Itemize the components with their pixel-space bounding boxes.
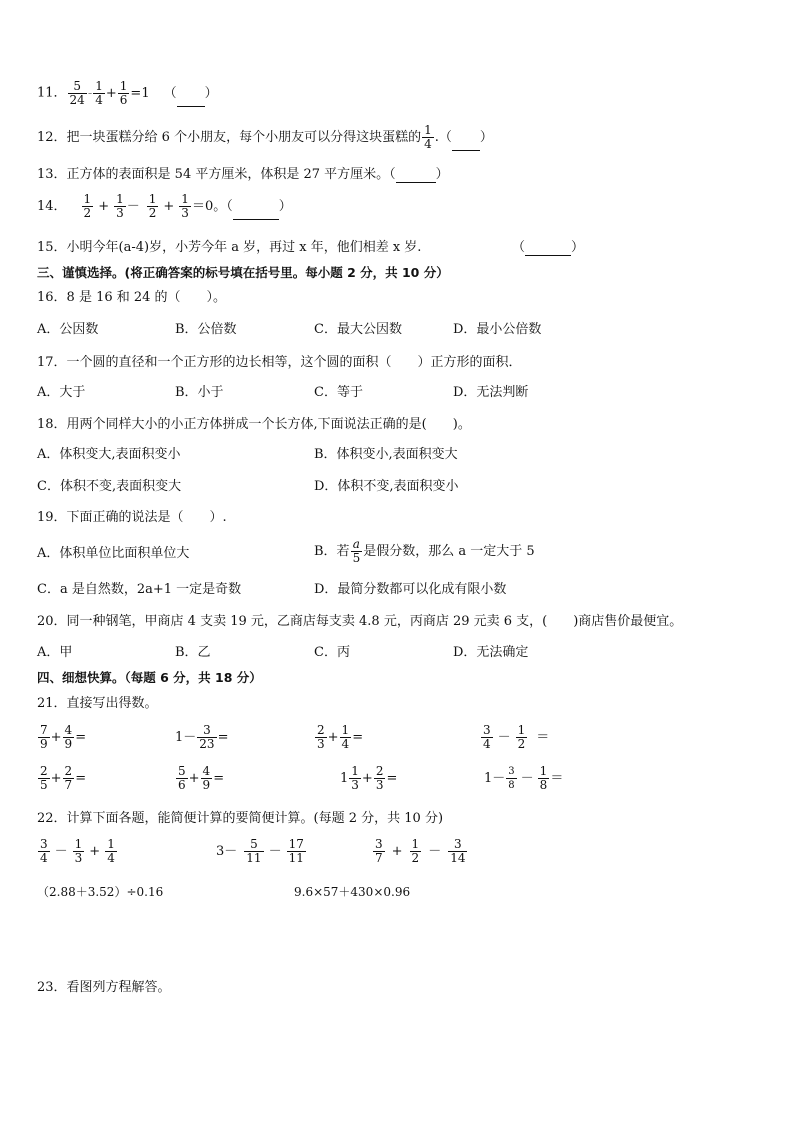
question-11: 11． $\frac{5}{24}$ - $\frac{1}{4}$ + $\frac{1}{6}$ =1 （ ） (37, 79, 218, 107)
question-17: 17．一个圆的直径和一个正方形的边长相等，这个圆的面积（ ）正方形的面积． (37, 355, 522, 370)
q21-expression-5: $\frac{2}{5}$ + $\frac{2}{7}$ = (40, 764, 87, 792)
section-4-heading: 四、细想快算。（每题 6 分，共 18 分） (37, 670, 262, 685)
q21-expression-8: 1－ $\frac{3}{8}$ － $\frac{1}{8}$ ＝ (484, 764, 564, 792)
fraction-1-2: $\frac{1}{2}$ (148, 192, 157, 220)
question-16: 16．8 是 16 和 24 的（ ）。 (37, 290, 227, 305)
q18-option-c[interactable]: C．体积不变,表面积变大 (37, 479, 182, 494)
q18-option-d[interactable]: D．体积不变,表面积变小 (314, 479, 459, 494)
q22-expression-2: 3－ $\frac{5}{11}$ － $\frac{17}{11}$ (216, 837, 304, 865)
q21-expression-2: 1－ $\frac{3}{23}$ = (175, 723, 229, 751)
question-20: 20．同一种钢笔，甲商店 4 支卖 19 元，乙商店每支卖 4.8 元，丙商店 29 元卖 6 支，( )商店售价最便宜。 (37, 614, 683, 629)
q22-expression-4: （2.88＋3.52）÷0.16 (37, 885, 164, 899)
question-22: 22．计算下面各题，能简便计算的要简便计算。(每题 2 分，共 10 分) (37, 811, 444, 826)
q21-expression-4: $\frac{3}{4}$ － $\frac{1}{2}$ ＝ (483, 723, 550, 751)
q22-expression-1: $\frac{3}{4}$ － $\frac{1}{3}$ + $\frac{1}{4}$ (40, 837, 115, 865)
q16-option-d[interactable]: D．最小公倍数 (453, 322, 542, 337)
fraction-1-4: $\frac{1}{4}$ (424, 123, 432, 151)
fraction-1-2: $\frac{1}{2}$ (83, 192, 92, 220)
fraction-1-3: $\frac{1}{3}$ (116, 192, 124, 220)
answer-blank[interactable] (525, 243, 571, 256)
fraction-1-3: $\frac{1}{3}$ (181, 192, 189, 220)
q19-option-c[interactable]: C．a 是自然数，2a+1 一定是奇数 (37, 582, 242, 597)
q19-option-b[interactable]: B．若 $\frac{a}{5}$ 是假分数，那么 a 一定大于 5 (314, 537, 535, 565)
q16-option-c[interactable]: C．最大公因数 (314, 322, 402, 337)
question-12: 12．把一块蛋糕分给 6 个小朋友，每个小朋友可以分得这块蛋糕的 $\frac{1}{4}$ .（ ） (37, 123, 493, 151)
q17-option-b[interactable]: B．小于 (175, 385, 224, 400)
question-15-answer: （ ） (512, 240, 585, 255)
question-23: 23．看图列方程解答。 (37, 980, 171, 995)
answer-blank[interactable] (233, 207, 279, 220)
answer-blank[interactable] (452, 138, 480, 151)
answer-blank[interactable] (177, 94, 205, 107)
q18-option-b[interactable]: B．体积变小,表面积变大 (314, 447, 458, 462)
q21-expression-1: $\frac{7}{9}$ + $\frac{4}{9}$ = (40, 723, 87, 751)
q20-option-a[interactable]: A．甲 (37, 645, 73, 660)
q17-option-d[interactable]: D．无法判断 (453, 385, 529, 400)
fraction-a-5: $\frac{a}{5}$ (352, 537, 361, 565)
q19-option-d[interactable]: D．最简分数都可以化成有限小数 (314, 582, 507, 597)
q16-option-b[interactable]: B．公倍数 (175, 322, 237, 337)
q16-option-a[interactable]: A．公因数 (37, 322, 99, 337)
q22-expression-3: $\frac{3}{7}$ + $\frac{1}{2}$ － $\frac{3}{14}$ (375, 837, 466, 865)
q20-option-d[interactable]: D．无法确定 (453, 645, 529, 660)
q20-option-c[interactable]: C．丙 (314, 645, 350, 660)
question-18: 18．用两个同样大小的小正方体拼成一个长方体,下面说法正确的是( )。 (37, 417, 471, 432)
q20-option-b[interactable]: B．乙 (175, 645, 211, 660)
q19-option-a[interactable]: A．体积单位比面积单位大 (37, 546, 190, 561)
answer-blank[interactable] (396, 170, 436, 183)
q22-expression-5: 9.6×57＋430×0.96 (294, 885, 411, 899)
question-19: 19．下面正确的说法是（ ）. (37, 510, 227, 525)
question-14: 14． $\frac{1}{2}$ + $\frac{1}{3}$ － $\frac{1}{2}$ + $\frac{1}{3}$ ＝0。（ ） (37, 192, 292, 220)
q21-expression-3: $\frac{2}{3}$ + $\frac{1}{4}$ = (317, 723, 364, 751)
q17-option-c[interactable]: C．等于 (314, 385, 363, 400)
q21-expression-6: $\frac{5}{6}$ + $\frac{4}{9}$ = (178, 764, 225, 792)
fraction-5-24: $\frac{5}{24}$ (69, 79, 85, 107)
q17-option-a[interactable]: A．大于 (37, 385, 86, 400)
q18-option-a[interactable]: A．体积变大,表面积变小 (37, 447, 181, 462)
question-15: 15．小明今年(a-4)岁，小芳今年 a 岁，再过 x 年，他们相差 x 岁. (37, 240, 422, 255)
fraction-1-6: $\frac{1}{6}$ (119, 79, 128, 107)
section-3-heading: 三、谨慎选择。(将正确答案的标号填在括号里。每小题 2 分，共 10 分） (37, 265, 449, 280)
q21-expression-7: 1 $\frac{1}{3}$ + $\frac{2}{3}$ = (340, 764, 398, 792)
question-13: 13．正方体的表面积是 54 平方厘米，体积是 27 平方厘米。（ ） (37, 167, 449, 182)
fraction-1-4: $\frac{1}{4}$ (95, 79, 103, 107)
question-21: 21．直接写出得数。 (37, 696, 158, 711)
